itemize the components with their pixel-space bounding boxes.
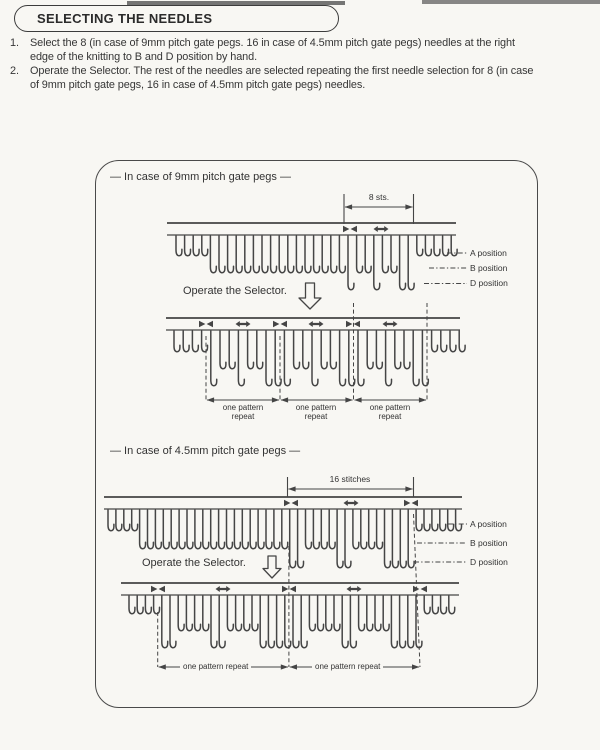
step-number: 1.	[10, 37, 19, 49]
step-text: Operate the Selector. The rest of the needles are selected repeating the first needle selection for 8 (in case of 9mm pitch gate pegs, 16 in case of 4.5mm pitch gate pegs) needles.	[30, 65, 534, 91]
repeat-label: one pattern repeat	[312, 661, 383, 672]
stitch-count-label: 8 sts.	[368, 192, 390, 202]
step-text: Select the 8 (in case of 9mm pitch gate pegs. 16 in case of 4.5mm pitch gate pegs) needles at the right edge of the knitting to B and D position by hand.	[30, 37, 515, 63]
repeat-label: one pattern repeat	[222, 403, 264, 421]
b-position-label: B position	[470, 538, 508, 548]
diagram-panel	[95, 160, 538, 708]
a-position-label: A position	[470, 248, 507, 258]
page-title: SELECTING THE NEEDLES	[37, 11, 213, 26]
stitch-count-label: 16 stitches	[329, 474, 371, 484]
repeat-label: one pattern repeat	[369, 403, 411, 421]
b-position-label: B position	[470, 263, 508, 273]
a-position-label: A position	[470, 519, 507, 529]
diagram1-heading: — In case of 9mm pitch gate pegs —	[110, 171, 291, 183]
instruction-step-2	[10, 65, 533, 92]
repeat-label: one pattern repeat	[180, 661, 251, 672]
step-number: 2.	[10, 65, 19, 77]
diagram2-heading: — In case of 4.5mm pitch gate pegs —	[110, 445, 301, 457]
d-position-label: D position	[470, 278, 508, 288]
repeat-label: one pattern repeat	[295, 403, 337, 421]
scan-artifact	[422, 0, 600, 4]
d-position-label: D position	[470, 557, 508, 567]
instruction-step-1	[10, 37, 515, 64]
title-box	[14, 5, 339, 32]
operate-selector-label: Operate the Selector.	[142, 557, 246, 569]
operate-selector-label: Operate the Selector.	[183, 285, 287, 297]
